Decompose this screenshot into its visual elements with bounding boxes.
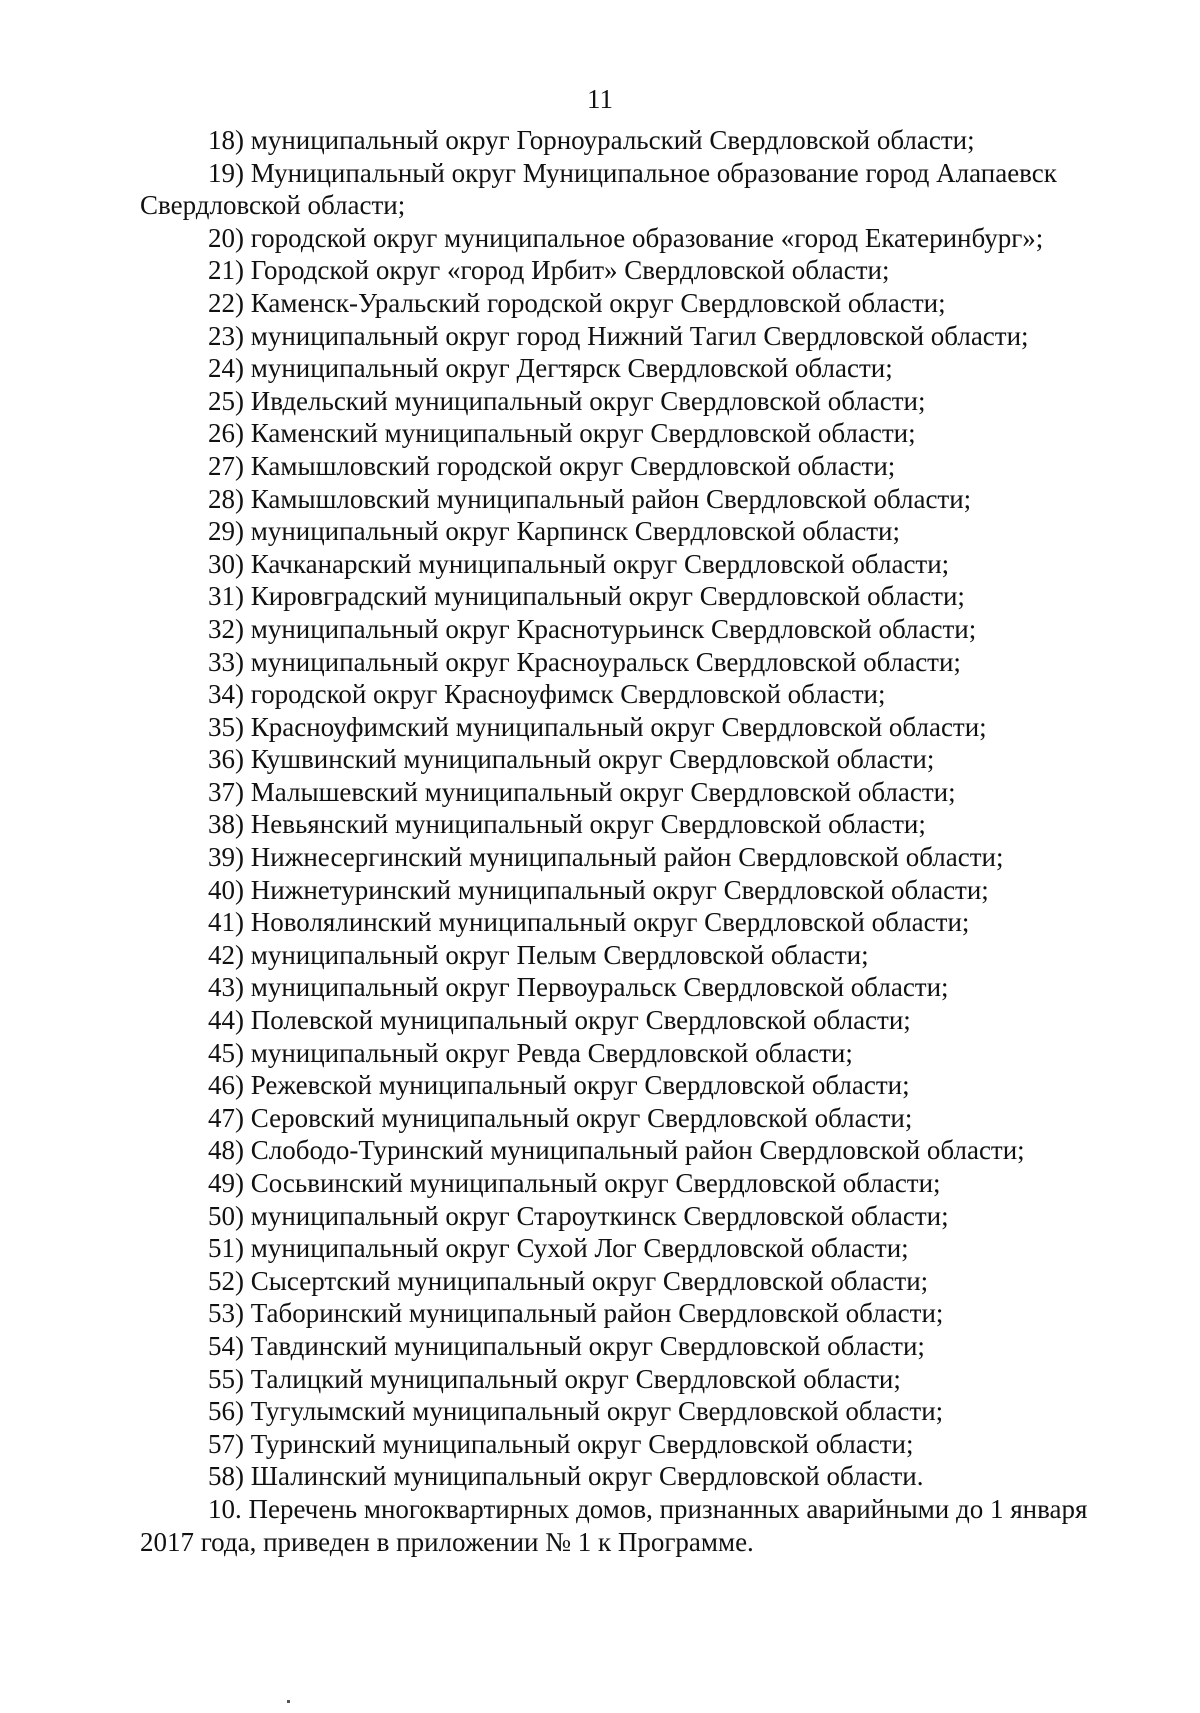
list-item: 43) муниципальный округ Первоуральск Свердловской области;	[208, 972, 949, 1003]
list-item: 20) городской округ муниципальное образование «город Екатеринбург»;	[208, 222, 1044, 253]
list-item: 56) Тугулымский муниципальный округ Свердловской области;	[208, 1396, 944, 1427]
list-item-line: 19) Муниципальный округ Муниципальное образование город Алапаевск	[208, 157, 1057, 188]
list-item: 40) Нижнетуринский муниципальный округ Свердловской области;	[208, 874, 989, 905]
list-item: 39) Нижнесергинский муниципальный район Свердловской области;	[208, 842, 1004, 873]
list-item	[140, 157, 1143, 222]
list-item: 47) Серовский муниципальный округ Свердловской области;	[208, 1102, 913, 1133]
list-item-continuation: Свердловской области;	[140, 190, 406, 221]
list-item: 31) Кировградский муниципальный округ Свердловской области;	[208, 581, 965, 612]
paragraph-10-continuation: 2017 года, приведен в приложении № 1 к Программе.	[140, 1526, 754, 1557]
list-item: 37) Малышевский муниципальный округ Свердловской области;	[208, 776, 956, 807]
list-item: 33) муниципальный округ Красноуральск Свердловской области;	[208, 646, 961, 677]
list-item: 58) Шалинский муниципальный округ Свердловской области.	[208, 1461, 924, 1492]
list-item: 49) Сосьвинский муниципальный округ Свердловской области;	[208, 1168, 941, 1198]
list-item: 29) муниципальный округ Карпинск Свердловской области;	[208, 516, 901, 547]
list-item: 38) Невьянский муниципальный округ Свердловской области;	[208, 809, 926, 840]
list-item: 50) муниципальный округ Староуткинск Свердловской области;	[208, 1200, 949, 1231]
list-item: 34) городской округ Красноуфимск Свердловской области;	[208, 679, 886, 710]
list-item: 24) муниципальный округ Дегтярск Свердловской области;	[208, 353, 893, 384]
list-item: 42) муниципальный округ Пелым Свердловской области;	[208, 939, 869, 970]
list-item: 55) Талицкий муниципальный округ Свердловской области;	[208, 1363, 901, 1394]
list-item: 51) муниципальный округ Сухой Лог Свердловской области;	[208, 1233, 909, 1264]
page-number: 11	[587, 84, 613, 114]
list-item: 57) Туринский муниципальный округ Свердловской области;	[208, 1428, 914, 1459]
list-item: 23) муниципальный округ город Нижний Тагил Свердловской области;	[208, 320, 1029, 351]
list-item: 53) Таборинский муниципальный район Свердловской области;	[208, 1298, 944, 1329]
list-item: 54) Тавдинский муниципальный округ Свердловской области;	[208, 1330, 925, 1361]
paragraph-10-line: 10. Перечень многоквартирных домов, признанных аварийными до 1 января	[208, 1493, 1088, 1524]
paragraph-10	[140, 1493, 1143, 1558]
list-item: 26) Каменский муниципальный округ Свердловской области;	[208, 418, 916, 449]
list-item: 18) муниципальный округ Горноуральский Свердловской области;	[208, 125, 975, 155]
list-item: 41) Новолялинский муниципальный округ Свердловской области;	[208, 907, 970, 938]
list-item: 25) Ивдельский муниципальный округ Свердловской области;	[208, 385, 926, 416]
list-item: 36) Кушвинский муниципальный округ Свердловской области;	[208, 744, 935, 775]
list-item: 21) Городской округ «город Ирбит» Свердловской области;	[208, 255, 890, 286]
list-item: 27) Камышловский городской округ Свердловской области;	[208, 450, 896, 481]
list-item: 32) муниципальный округ Краснотурьинск Свердловской области;	[208, 613, 977, 644]
list-item: 30) Качканарский муниципальный округ Свердловской области;	[208, 548, 950, 579]
list-item: 52) Сысертский муниципальный округ Свердловской области;	[208, 1265, 929, 1296]
document-body	[140, 124, 1143, 1558]
list-item: 48) Слободо-Туринский муниципальный район Свердловской области;	[208, 1135, 1025, 1166]
list-item: 22) Каменск-Уральский городской округ Свердловской области;	[208, 287, 946, 318]
list-item: 44) Полевской муниципальный округ Свердловской области;	[208, 1005, 911, 1036]
list-item: 28) Камышловский муниципальный район Свердловской области;	[208, 483, 972, 514]
list-item: 35) Красноуфимский муниципальный округ Свердловской области;	[208, 711, 987, 742]
list-item: 46) Режевской муниципальный округ Свердловской области;	[208, 1070, 910, 1101]
scan-speck	[287, 1700, 290, 1703]
list-item: 45) муниципальный округ Ревда Свердловской области;	[208, 1037, 853, 1068]
